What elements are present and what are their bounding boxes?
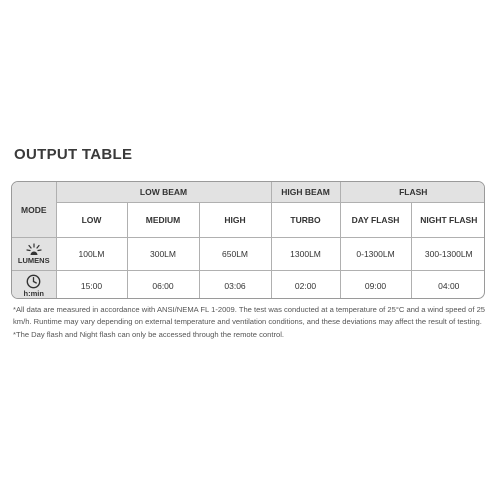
lumens-value: 0-1300LM xyxy=(340,238,411,271)
mode-header: MODE xyxy=(12,182,56,238)
lumens-row xyxy=(12,238,485,271)
runtime-header xyxy=(12,271,56,300)
mode-low: LOW xyxy=(56,203,127,238)
footnote-measurement: *All data are measured in accordance with ANSI/NEMA FL 1-2009. The test was conducted at a temperature of 25°C and a wind speed of 25 km/h. Runtime may vary depending on external temperature and ventilation conditions, and these deviations may affect the result of testing. xyxy=(13,305,486,327)
group-low-beam: LOW BEAM xyxy=(56,182,271,203)
output-table-grid xyxy=(12,182,485,299)
group-flash: FLASH xyxy=(340,182,485,203)
runtime-value: 03:06 xyxy=(199,271,271,300)
mode-high: HIGH xyxy=(199,203,271,238)
light-burst-icon xyxy=(26,243,42,256)
runtime-row xyxy=(12,271,485,300)
runtime-value: 09:00 xyxy=(340,271,411,300)
clock-icon xyxy=(26,274,41,289)
footnote-remote: *The Day flash and Night flash can only be accessed through the remote control. xyxy=(13,329,284,339)
lumens-header xyxy=(12,238,56,271)
lumens-value: 100LM xyxy=(56,238,127,271)
runtime-value: 06:00 xyxy=(127,271,199,300)
mode-night-flash: NIGHT FLASH xyxy=(411,203,485,238)
mode-day-flash: DAY FLASH xyxy=(340,203,411,238)
lumens-value: 1300LM xyxy=(271,238,340,271)
runtime-value: 04:00 xyxy=(411,271,485,300)
mode-turbo: TURBO xyxy=(271,203,340,238)
runtime-value: 15:00 xyxy=(56,271,127,300)
runtime-value: 02:00 xyxy=(271,271,340,300)
lumens-value: 300-1300LM xyxy=(411,238,485,271)
group-high-beam: HIGH BEAM xyxy=(271,182,340,203)
page-title: OUTPUT TABLE xyxy=(14,146,133,163)
footnotes xyxy=(13,304,491,341)
lumens-label: LUMENS xyxy=(17,256,50,266)
mode-medium: MEDIUM xyxy=(127,203,199,238)
output-table xyxy=(11,181,485,299)
runtime-label: h:min xyxy=(23,289,44,299)
group-header-row xyxy=(12,182,485,203)
mode-row xyxy=(12,203,485,238)
lumens-value: 300LM xyxy=(127,238,199,271)
lumens-value: 650LM xyxy=(199,238,271,271)
